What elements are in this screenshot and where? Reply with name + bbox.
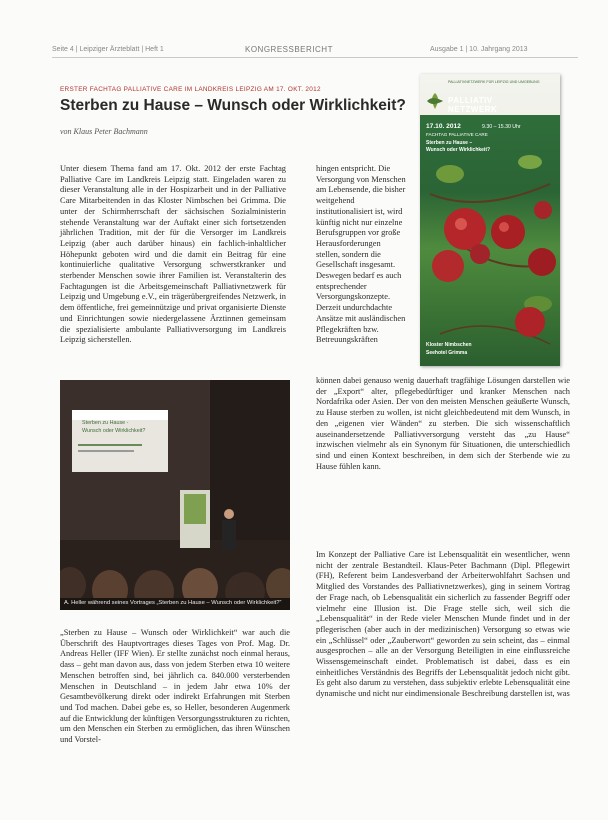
flyer-logo-icon [426,92,444,115]
flyer-subtitle-2: Wunsch oder Wirklichkeit? [426,147,491,153]
flyer-time: 9.30 – 15.30 Uhr [482,124,521,130]
slide-title-line2: Wunsch oder Wirklichkeit? [82,428,146,434]
running-header-right: Ausgabe 1 | 10. Jahrgang 2013 [430,46,528,53]
article-kicker: ERSTER FACHTAG PALLIATIVE CARE IM LANDKREIS LEIPZIG AM 17. OKT. 2012 [60,86,321,93]
running-header-section: KONGRESSBERICHT [245,45,333,54]
flyer-network-top: PALLIATIVNETZWERK FÜR LEIPZIG UND UMGEBUNG [448,80,540,84]
article-byline: von Klaus Peter Bachmann [60,127,148,136]
flyer-event: FACHTAG PALLIATIVE CARE [426,132,488,137]
flyer-location-1: Kloster Nimbschen [426,342,472,348]
running-header-left: Seite 4 | Leipziger Ärzteblatt | Heft 1 [52,46,164,53]
article-title: Sterben zu Hause – Wunsch oder Wirklichkeit? [60,97,406,114]
flyer-logo-line1: PALLIATIV [448,96,493,105]
flyer-rosehip-photo [420,154,560,366]
event-flyer [420,74,560,366]
lecture-photo [60,380,290,610]
article-left-column-2: „Sterben zu Hause – Wunsch oder Wirklichkeit“ war auch die Überschrift des Hauptvortrages dieses Tages von Prof. Mag. Dr. Andreas Heller (IFF Wien). Er stellte zunächst noch einmal heraus, dass – geht man davon aus, dass von jedem Sterben etwa 10 weitere Menschen betroffen sind, bei jährlich ca. 840.000 versterbenden Menschen in Deutschland – in jedem Jahr etwa 10% der Gesamtbevölkerung direkt oder indirekt Erfahrungen mit Sterben und Tod machen. Dabei gebe es, so Heller, besonderen Augenmerk auf die Entwicklung der künftigen Versorgungsstrukturen zu richten, um den Menschen ein Sterben zu ermöglichen, das ihren Wünschen und Vorstel- [60,628,290,745]
flyer-logo-line2: NETZWERK [448,105,498,114]
photo-caption: A. Heller während seines Vortrages „Sterben zu Hause – Wunsch oder Wirklichkeit?“ [64,600,282,606]
article-middle-column: hingen entspricht. Die Versorgung von Menschen am Lebensende, die bisher weitgehend institutionalisiert ist, wird künftig nicht nur einzelne Berufsgruppen vor große Herausforderungen stellen, sondern die Gesellschaft insgesamt. Deswegen bedarf es auch entsprechender Versorgungskonzepte. Derzeit undurchdachte Ansätze mit ausländischen Pflegekräften bzw. Betreuungskräften [316,164,406,345]
header-rule [52,57,578,58]
flyer-subtitle-1: Sterben zu Hause – [426,140,473,146]
slide-title-line1: Sterben zu Hause - [82,420,129,426]
flyer-date: 17.10. 2012 [426,123,461,130]
article-right-column-2: Im Konzept der Palliative Care ist Lebensqualität ein wesentlicher, wenn nicht der zentrale Bestandteil. Klaus-Peter Bachmann (Dipl. Pflegewirt (FH), Referent beim Landesverband der Arbeiterwohlfahrt Sachsen und Mitglied des Vorstandes des Palliativnetzwerkes), ging in seinem Vortrag der Frage nach, ob Lebensqualität ein sicherlich zu fassender Begriff oder vielmehr eine Illusion ist. Die Frage stelle sich, weil sich die „Lebensqualität“ in der Rede vieler Menschen Munde findet und in der pflegerischen (aber auch in der medizinischen) Versorgung so etwas wie ein „Schlüssel“ oder „Zauberwort“ geworden zu sein scheint, das – einmal ausgesprochen – alle an der Versorgung Beteiligten in eine einflussreiche Wissensgemeinschaft eindet. Problematisch ist dabei, dass es ein einheitliches Verständnis des Begriffs der Lebensqualität jedoch nicht gibt. Es geht also darum zu verstehen, dass subjektiv erlebte Lebensqualität eine dynamische und nicht nur eindimensionale Beschreibung darstellen ist, was [316,550,570,699]
article-right-column-1: können dabei genauso wenig dauerhaft tragfähige Lösungen darstellen wie der „Export“ alter, pflegebedürftiger und kranker Menschen nach Nordafrika oder Asien. Der von den meisten Menschen geäußerte Wunsch, zu Hause sterben zu wollen, ist nicht gleichbedeutend mit dem Wunsch, in den „eigenen vier Wänden“ zu sterben. Die sich wissenschaftlich auseinandersetzende Palliativversorgung versteht das „zu Hause“ inzwischen vielmehr als ein Synonym für Situationen, die unterschiedlich sind und einen Kontext beschreiben, in dem sich der Sterbende wie zu Hause fühlen kann. [316,376,570,471]
article-intro-paragraph: Unter diesem Thema fand am 17. Okt. 2012 der erste Fachtag Palliative Care im Landkreis Leipzig statt. Eingeladen waren zu dieser Veranstaltung alle in der Hospizarbeit und in der Palliative Care Mitarbeitenden in das Kloster Nimbschen bei Grimma. Die unter der Schirmherrschaft der sächsischen Sozialministerin stehende Veranstaltung war der Auftakt einer sich fortsetzenden jährlichen Tradition, mit der für die Versorger im Landkreis Leipzig (aber auch darüber hinaus) ein fachlich-inhaltlicher Höhepunkt geboten wird und die damit ein Beitrag für eine kontinuierliche qualitative Versorgung schwerstkranker und sterbender Menschen sowie ihrer Familien ist. Veranstalterin des Fachtagungen ist die Arbeitsgemeinschaft Palliativnetzwerk für Leipzig und Umgebung e.V., ein trägerübergreifendes Netzwerk, in dem öffentliche, frei gemeinnützige und privat organisierte Dienste und Einrichtungen sowie niedergelassene Ärztinnen gemeinsam die spezialisierte ambulante Palliativversorgung im Landkreis Leipzig sicherstellen. [60,164,286,345]
flyer-location-2: Seehotel Grimma [426,350,468,356]
